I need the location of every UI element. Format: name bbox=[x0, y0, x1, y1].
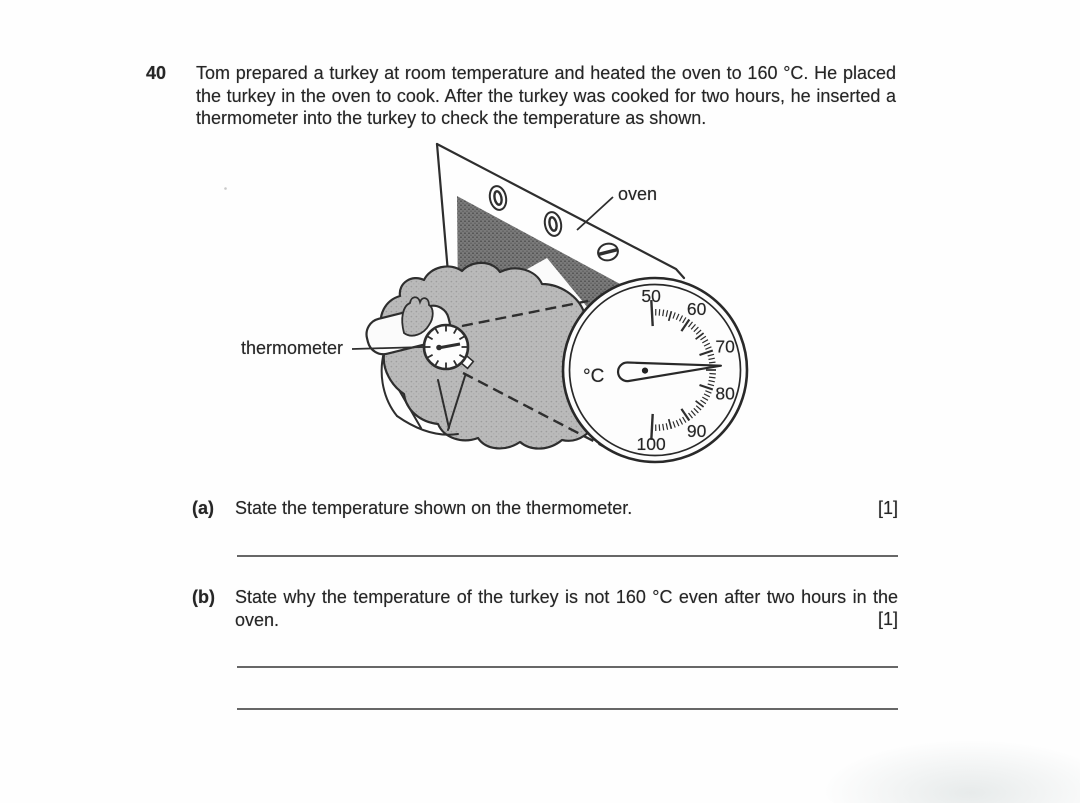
scan-speck bbox=[224, 187, 227, 190]
part-b-text: State why the temperature of the turkey is not 160 °C even after two hours in the oven. bbox=[235, 587, 898, 630]
oven-leader-line bbox=[577, 197, 613, 230]
oven-dial-icon bbox=[596, 242, 619, 263]
dial-tick-label: 90 bbox=[686, 421, 707, 442]
part-a-text: State the temperature shown on the thermometer. bbox=[235, 498, 633, 518]
dial-unit-label: °C bbox=[583, 366, 605, 387]
dial-tick-label: 50 bbox=[641, 286, 661, 307]
dial-tick-label: 100 bbox=[636, 433, 666, 454]
part-a-id: (a) bbox=[192, 498, 214, 518]
dial-tick-label: 70 bbox=[715, 336, 735, 357]
answer-line bbox=[237, 666, 898, 668]
dial-needle-pivot bbox=[642, 368, 648, 374]
oven-knob-icon bbox=[543, 211, 564, 238]
dial-tick bbox=[709, 377, 716, 378]
question-number: 40 bbox=[146, 63, 167, 83]
question-diagram bbox=[222, 138, 767, 472]
dial-tick bbox=[709, 374, 716, 375]
part-b-id: (b) bbox=[192, 587, 215, 607]
dial-tick bbox=[659, 424, 660, 431]
oven-knob-icon bbox=[488, 185, 509, 212]
thermometer-label: thermometer bbox=[241, 338, 344, 358]
part-a-marks: [1] bbox=[877, 498, 898, 518]
question-intro-text: Tom prepared a turkey at room temperature and heated the oven to 160 °C. He placed the turkey in the oven to cook. After the turkey was cooked for two hours, he inserted a thermometer into the turkey to check the temperature as shown. bbox=[196, 63, 896, 128]
part-b-marks: [1] bbox=[877, 609, 898, 629]
answer-line bbox=[237, 708, 898, 710]
dial-tick-label: 80 bbox=[715, 383, 735, 404]
dial-tick-label: 60 bbox=[686, 298, 707, 319]
oven-label: oven bbox=[618, 184, 658, 204]
magnified-dial bbox=[563, 278, 747, 462]
scan-shadow bbox=[820, 739, 1080, 803]
answer-line bbox=[237, 555, 898, 557]
dial-tick bbox=[709, 362, 716, 363]
dial-tick bbox=[659, 309, 660, 316]
